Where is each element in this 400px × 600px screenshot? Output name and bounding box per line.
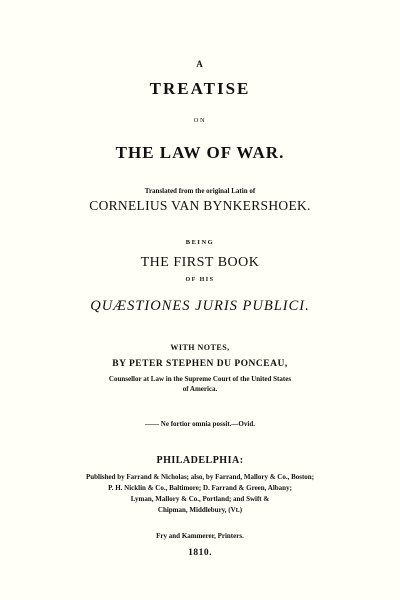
title-line-law-of-war: THE LAW OF WAR. — [115, 143, 285, 162]
imprint-city: PHILADELPHIA: — [156, 455, 244, 466]
being-label: BEING — [185, 239, 215, 246]
title-article: A — [196, 59, 204, 69]
title-connector-on: ON — [193, 117, 207, 124]
editor-byline: BY PETER STEPHEN DU PONCEAU, — [112, 359, 288, 369]
publication-year: 1810. — [188, 548, 212, 558]
publisher-line: P. H. Nicklin & Co., Baltimore; D. Farrand & Green, Albany; — [108, 484, 292, 492]
printers-line: Fry and Kammerer, Printers. — [156, 532, 244, 540]
author-name: CORNELIUS VAN BYNKERSHOEK. — [89, 198, 311, 213]
publisher-line: Chipman, Middlebury, (Vt.) — [157, 506, 243, 514]
title-line-treatise: TREATISE — [149, 79, 251, 98]
editor-credentials-line1: Counsellor at Law in the Supreme Court of the United States — [108, 375, 292, 383]
publisher-line: Lyman, Mallory & Co., Portland; and Swift & — [130, 495, 270, 503]
with-notes-line: WITH NOTES, — [170, 343, 230, 352]
first-book-line: THE FIRST BOOK — [140, 255, 260, 270]
of-his-label: OF HIS — [185, 277, 215, 283]
editor-credentials-line2: of America. — [182, 385, 218, 393]
work-title: QUÆSTIONES JURIS PUBLICI. — [90, 298, 310, 314]
epigraph: —— Ne fortior omnia possit.—Ovid. — [145, 420, 255, 428]
translated-from-line: Translated from the original Latin of — [144, 187, 256, 195]
publisher-line: Published by Farrand & Nicholas; also, by Farrand, Mallory & Co., Boston; — [85, 473, 315, 481]
